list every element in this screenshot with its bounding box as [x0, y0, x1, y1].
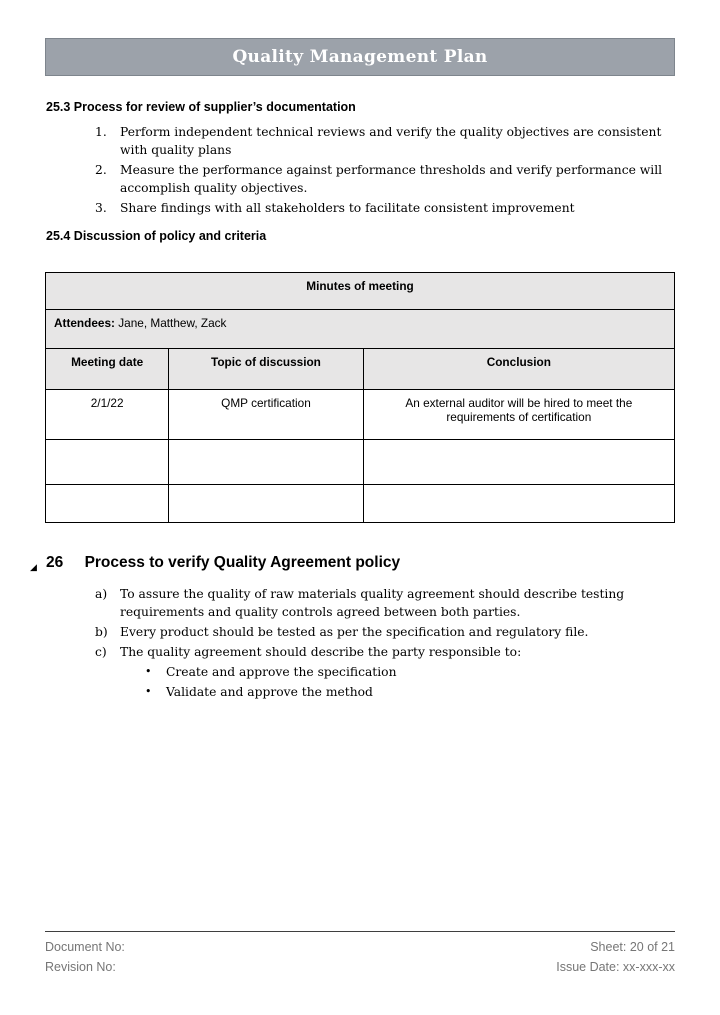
table-title-row [46, 273, 675, 310]
list-letter: b) [95, 625, 108, 639]
list-text: To assure the quality of raw materials quality agreement should describe testing requirements and quality controls agreed between both parties. [120, 587, 625, 619]
cell-meeting-date [46, 485, 169, 523]
list-item [45, 161, 675, 197]
attendees-row [46, 310, 675, 349]
footer-right [556, 937, 675, 977]
page-title: Quality Management Plan [232, 47, 488, 67]
list-item [45, 623, 675, 641]
cell-conclusion: An external auditor will be hired to meet the requirements of certification [363, 390, 674, 440]
minutes-table [45, 272, 675, 523]
cell-meeting-date [46, 440, 169, 485]
list-letter: a) [95, 587, 108, 601]
table-header-row [46, 349, 675, 390]
column-header-meeting-date: Meeting date [46, 349, 169, 390]
list-text: Perform independent technical reviews and verify the quality objectives are consistent with quality plans [120, 125, 662, 157]
attendees-value: Jane, Matthew, Zack [114, 316, 227, 330]
list-text: The quality agreement should describe the party responsible to: [120, 645, 522, 659]
heading-text: Process to verify Quality Agreement policy [84, 554, 401, 571]
column-header-topic: Topic of discussion [169, 349, 363, 390]
title-banner [45, 38, 675, 76]
column-header-conclusion: Conclusion [363, 349, 674, 390]
list-text: Share findings with all stakeholders to facilitate consistent improvement [120, 201, 575, 215]
issue-date-label: Issue Date: xx-xxx-xx [556, 960, 675, 974]
bullet-text: Validate and approve the method [166, 685, 373, 699]
list-number: 1. [95, 125, 107, 139]
bullet-item [45, 683, 675, 701]
sheet-label: Sheet: 20 of 21 [590, 940, 675, 954]
cell-meeting-date: 2/1/22 [46, 390, 169, 440]
table-row [46, 485, 675, 523]
collapse-triangle-icon[interactable]: ◢ [30, 563, 37, 573]
section-heading-25-3: 25.3 Process for review of supplier’s documentation [46, 100, 356, 114]
footer-left [45, 937, 125, 977]
heading-number: 26 [46, 554, 64, 571]
section-heading-25-4: 25.4 Discussion of policy and criteria [46, 229, 267, 243]
list-item [45, 643, 675, 661]
cell-conclusion [363, 485, 674, 523]
attendees-label: Attendees: [54, 316, 115, 330]
revision-no-label: Revision No: [45, 960, 116, 974]
list-letter: c) [95, 645, 107, 659]
cell-topic [169, 440, 363, 485]
section-heading-26 [30, 553, 675, 573]
table-row [46, 390, 675, 440]
bullet-text: Create and approve the specification [166, 665, 397, 679]
bullet-item [45, 663, 675, 681]
list-item [45, 199, 675, 217]
bullet-icon: • [145, 665, 152, 678]
document-no-label: Document No: [45, 940, 125, 954]
list-text: Every product should be tested as per the specification and regulatory file. [120, 625, 589, 639]
cell-conclusion [363, 440, 674, 485]
cell-topic [169, 485, 363, 523]
list-text: Measure the performance against performance thresholds and verify performance will accomplish quality objectives. [120, 163, 663, 195]
table-title: Minutes of meeting [46, 273, 675, 310]
list-number: 3. [95, 201, 107, 215]
list-item [45, 585, 675, 621]
cell-topic: QMP certification [169, 390, 363, 440]
table-row [46, 440, 675, 485]
list-number: 2. [95, 163, 107, 177]
page-footer [45, 931, 675, 977]
list-item [45, 123, 675, 159]
bullet-icon: • [145, 685, 152, 698]
numbered-list-25-3 [45, 123, 675, 217]
lettered-list-26 [45, 585, 675, 701]
